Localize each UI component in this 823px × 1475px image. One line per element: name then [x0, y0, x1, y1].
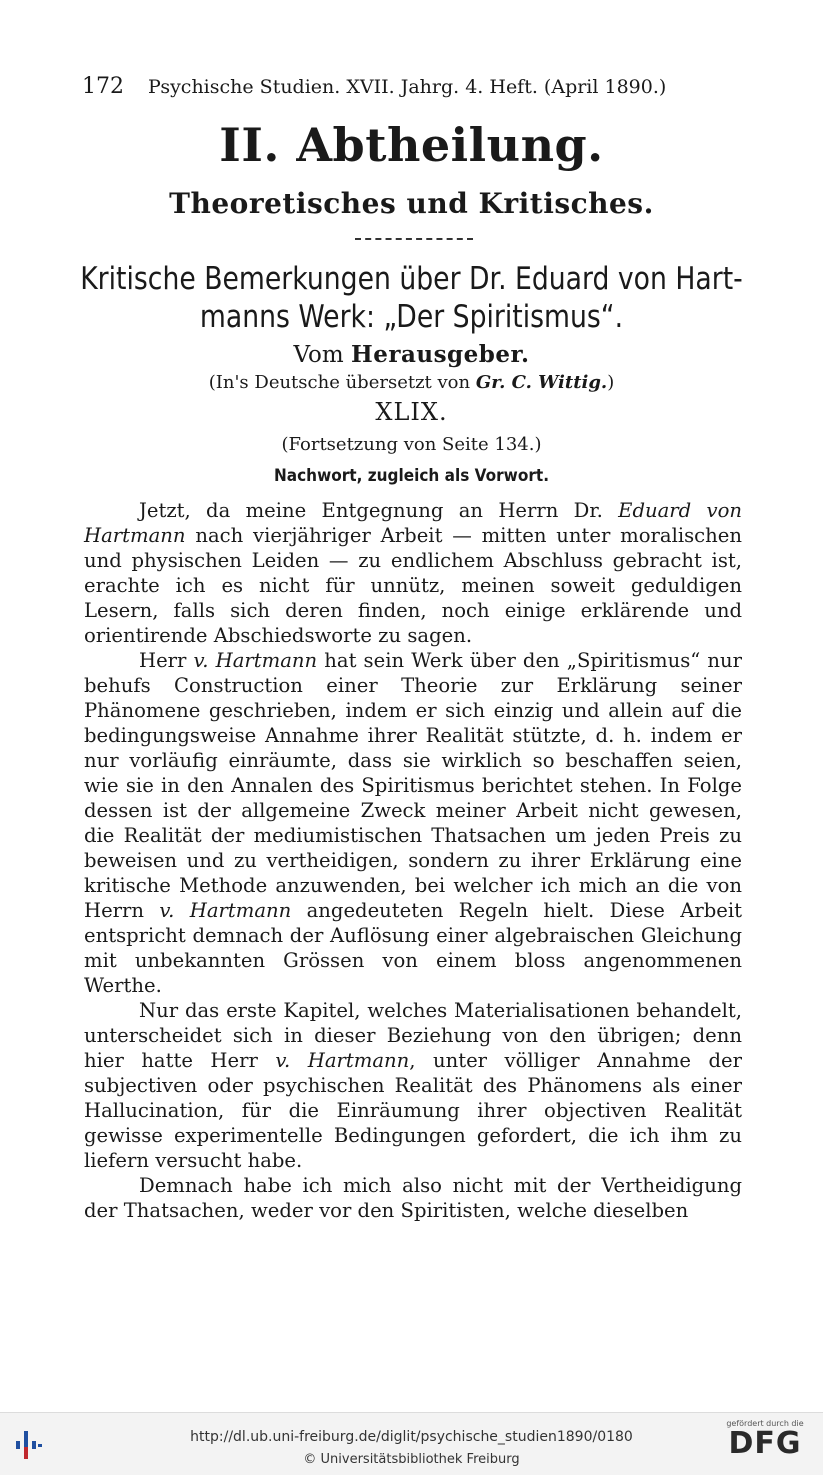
running-head [82, 74, 742, 99]
running-title: Psychische Studien. XVII. Jahrg. 4. Heft. (April 1890.) [148, 76, 667, 98]
dfg-wordmark: DFG [728, 1426, 802, 1461]
p3-text-a: Nur das erste Kapitel, welches Materialisationen behandelt, unterscheidet sich in dieser Beziehung von den übrigen; denn hier hatte Herr [84, 999, 742, 1072]
p2-text-a: Herr [139, 649, 187, 672]
p2-name-1: v. Hartmann [193, 649, 318, 672]
translator-note [0, 372, 823, 393]
translator-name: Gr. C. Wittig. [475, 372, 608, 393]
source-url-link[interactable]: http://dl.ub.uni-freiburg.de/diglit/psychische_studien1890/0180 [190, 1429, 633, 1445]
article-title-line-1: Kritische Bemerkungen über Dr. Eduard von Hart- [80, 261, 743, 297]
p1-text-a: Jetzt, da meine Entgegnung an Herrn Dr. [139, 499, 603, 522]
subsection-heading: Theoretisches und Kritisches. [169, 187, 654, 220]
paragraph-4: Demnach habe ich mich also nicht mit der Vertheidigung der Thatsachen, weder vor den Spiritisten, welche dieselben [84, 1174, 742, 1222]
p2-text-b: hat sein Werk über den „Spiritismus“ nur behufs Construction einer Theorie zur Erklärung seiner Phänomene geschrieben, indem er sich einzig und allein auf die bedingungsweise Annahme ihrer Realität stützte, d. h. indem er nur vorläufig einräumte, dass sie wirklich so beschaffen seien, wie sie in den Annalen des Spiritismus berichtet stehen. In Folge dessen ist der allgemeine Zweck meiner Arbeit nicht gewesen, die Realität der mediumistischen Thatsachen um jeden Preis zu beweisen und zu vertheidigen, sondern zu ihrer Erklärung eine kritische Methode anzuwenden, bei welcher ich mich an die von Herrn [84, 649, 742, 922]
p3-text-b: , unter völliger Annahme der subjectiven oder psychischen Realität des Phänomens als einer Hallucination, für die Einräumung ihrer objectiven Realität gewisse experimentelle Bedingungen gefordert, die ich ihm zu liefern versucht habe. [84, 1049, 742, 1172]
article-title-line-2: manns Werk: „Der Spiritismus“. [199, 299, 624, 335]
paragraph-3 [84, 998, 742, 1173]
paragraph-1 [84, 498, 742, 648]
translator-prefix: (In's Deutsche übersetzt von [208, 372, 471, 393]
byline [0, 341, 823, 368]
translator-suffix: ) [607, 372, 615, 393]
p2-name-2: v. Hartmann [159, 899, 292, 922]
byline-prefix: Vom [293, 342, 344, 368]
continuation-note: (Fortsetzung von Seite 134.) [281, 434, 542, 455]
paragraph-2 [84, 648, 742, 998]
viewer-footer [0, 1412, 823, 1475]
copyright-notice: © Universitätsbibliothek Freiburg [303, 1452, 520, 1467]
article-title [58, 260, 766, 336]
byline-author: Herausgeber. [350, 341, 530, 368]
p1-name: Eduard von Hartmann [84, 499, 742, 547]
divider-rule [355, 238, 473, 240]
p1-text-b: nach vierjähriger Arbeit — mitten unter moralischen und physischen Leiden — zu endlichem Abschluss gebracht ist, erachte ich es nicht für unnütz, meinen soweit geduldigen Lesern, falls sich deren finden, noch einige erklärende und orientirende Abschiedsworte zu sagen. [84, 524, 742, 647]
body-text [84, 498, 742, 1223]
nachwort-heading: Nachwort, zugleich als Vorwort. [273, 466, 550, 486]
p3-name: v. Hartmann [275, 1049, 410, 1072]
p2-text-c: angedeuteten Regeln hielt. Diese Arbeit entspricht demnach der Auflösung einer algebraischen Gleichung mit unbekannten Grössen von einem bloss angenommenen Werthe. [84, 899, 742, 997]
section-heading: II. Abtheilung. [219, 118, 604, 172]
dfg-caption: gefördert durch die [726, 1419, 804, 1428]
article-number: XLIX. [375, 398, 448, 426]
dfg-logo [719, 1419, 811, 1460]
page-number: 172 [82, 74, 124, 99]
